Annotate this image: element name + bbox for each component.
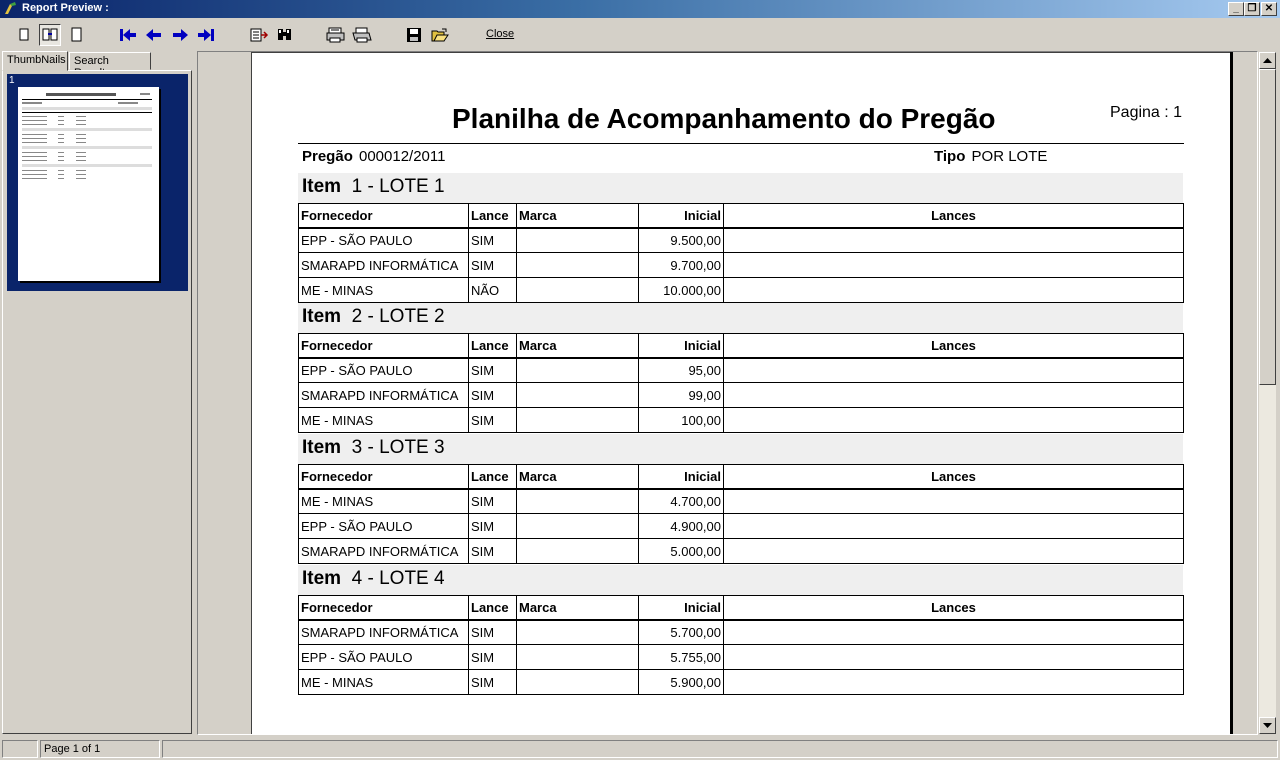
cell-lances bbox=[724, 358, 1184, 383]
table-row bbox=[299, 645, 1184, 670]
cell-fornecedor: EPP - SÃO PAULO bbox=[299, 514, 469, 539]
table-row bbox=[299, 670, 1184, 695]
column-header-inicial: Inicial bbox=[639, 465, 724, 489]
cell-fornecedor: ME - MINAS bbox=[299, 278, 469, 303]
cell-fornecedor: ME - MINAS bbox=[299, 489, 469, 514]
column-header-lance: Lance bbox=[469, 204, 517, 228]
cell-lances bbox=[724, 383, 1184, 408]
cell-lances bbox=[724, 228, 1184, 253]
cell-marca bbox=[517, 228, 639, 253]
cell-inicial: 99,00 bbox=[639, 383, 724, 408]
prev-page-icon bbox=[144, 27, 164, 43]
app-icon bbox=[3, 1, 18, 16]
report-title: Planilha de Acompanhamento do Pregão bbox=[452, 103, 996, 134]
two-page-button[interactable] bbox=[39, 24, 61, 46]
cell-marca bbox=[517, 620, 639, 645]
column-header-lance: Lance bbox=[469, 465, 517, 489]
cell-marca bbox=[517, 408, 639, 433]
item-title bbox=[302, 306, 445, 328]
cell-fornecedor: SMARAPD INFORMÁTICA bbox=[299, 539, 469, 564]
single-page-icon bbox=[19, 28, 31, 42]
find-button[interactable] bbox=[274, 24, 296, 46]
table-row bbox=[299, 383, 1184, 408]
cell-lance: SIM bbox=[469, 670, 517, 695]
cell-lance: NÃO bbox=[469, 278, 517, 303]
cell-fornecedor: SMARAPD INFORMÁTICA bbox=[299, 383, 469, 408]
cell-lances bbox=[724, 620, 1184, 645]
close-window-button[interactable]: ✕ bbox=[1261, 2, 1277, 16]
prev-page-button[interactable] bbox=[143, 24, 165, 46]
cell-lance: SIM bbox=[469, 358, 517, 383]
print-icon bbox=[352, 27, 372, 43]
title-bar[interactable] bbox=[0, 0, 1280, 18]
table-row bbox=[299, 514, 1184, 539]
cell-fornecedor: EPP - SÃO PAULO bbox=[299, 645, 469, 670]
cell-lance: SIM bbox=[469, 489, 517, 514]
cell-inicial: 5.755,00 bbox=[639, 645, 724, 670]
last-page-icon bbox=[196, 27, 216, 43]
pregao-label: Pregão bbox=[302, 148, 353, 165]
cell-lance: SIM bbox=[469, 514, 517, 539]
save-icon bbox=[406, 27, 422, 43]
scroll-down-button[interactable] bbox=[1259, 717, 1276, 734]
item-name: 2 - LOTE 2 bbox=[351, 306, 445, 327]
column-header-fornecedor: Fornecedor bbox=[299, 204, 469, 228]
item-title bbox=[302, 437, 445, 459]
item-label: Item bbox=[302, 306, 342, 327]
column-header-inicial: Inicial bbox=[639, 334, 724, 358]
cell-marca bbox=[517, 383, 639, 408]
cell-inicial: 9.700,00 bbox=[639, 253, 724, 278]
minimize-button[interactable]: _ bbox=[1228, 2, 1244, 16]
tab-thumbnails[interactable]: ThumbNails bbox=[2, 51, 68, 71]
goto-page-button[interactable] bbox=[248, 24, 270, 46]
page-number-label bbox=[1110, 104, 1182, 122]
full-page-icon bbox=[71, 27, 83, 43]
column-header-fornecedor: Fornecedor bbox=[299, 465, 469, 489]
window-title: Report Preview : bbox=[22, 2, 109, 14]
table-row bbox=[299, 253, 1184, 278]
full-page-button[interactable] bbox=[66, 24, 88, 46]
cell-fornecedor: EPP - SÃO PAULO bbox=[299, 358, 469, 383]
cell-lance: SIM bbox=[469, 408, 517, 433]
goto-page-icon bbox=[249, 27, 269, 43]
vertical-scrollbar[interactable] bbox=[1259, 52, 1276, 734]
pregao-value: 000012/2011 bbox=[358, 148, 446, 165]
report-page bbox=[251, 52, 1230, 735]
item-label: Item bbox=[302, 568, 342, 589]
item-label: Item bbox=[302, 176, 342, 197]
cell-inicial: 9.500,00 bbox=[639, 228, 724, 253]
print-setup-icon bbox=[326, 27, 346, 43]
cell-inicial: 5.900,00 bbox=[639, 670, 724, 695]
cell-lance: SIM bbox=[469, 383, 517, 408]
first-page-icon bbox=[118, 27, 138, 43]
thumbnail-preview-graphic bbox=[18, 87, 159, 281]
first-page-button[interactable] bbox=[117, 24, 139, 46]
column-header-fornecedor: Fornecedor bbox=[299, 596, 469, 620]
report-preview-area[interactable] bbox=[197, 51, 1258, 735]
cell-fornecedor: ME - MINAS bbox=[299, 670, 469, 695]
cell-lances bbox=[724, 489, 1184, 514]
column-header-lances: Lances bbox=[724, 596, 1184, 620]
cell-lance: SIM bbox=[469, 228, 517, 253]
thumbnail-list[interactable] bbox=[7, 74, 188, 291]
table-row bbox=[299, 228, 1184, 253]
cell-inicial: 10.000,00 bbox=[639, 278, 724, 303]
table-header-row bbox=[299, 465, 1184, 489]
status-bar bbox=[0, 738, 1280, 760]
column-header-inicial: Inicial bbox=[639, 596, 724, 620]
item-table bbox=[298, 203, 1184, 303]
cell-lances bbox=[724, 278, 1184, 303]
column-header-inicial: Inicial bbox=[639, 204, 724, 228]
tipo-label: Tipo bbox=[934, 148, 966, 165]
column-header-lance: Lance bbox=[469, 334, 517, 358]
column-header-marca: Marca bbox=[517, 465, 639, 489]
cell-fornecedor: ME - MINAS bbox=[299, 408, 469, 433]
find-icon bbox=[276, 27, 294, 43]
column-header-marca: Marca bbox=[517, 596, 639, 620]
cell-inicial: 95,00 bbox=[639, 358, 724, 383]
thumbnail-page[interactable] bbox=[18, 87, 159, 281]
cell-lance: SIM bbox=[469, 539, 517, 564]
cell-marca bbox=[517, 489, 639, 514]
item-name: 1 - LOTE 1 bbox=[351, 176, 445, 197]
open-icon bbox=[431, 27, 449, 43]
table-row bbox=[299, 278, 1184, 303]
status-panel-empty bbox=[2, 740, 38, 758]
toolbar bbox=[0, 19, 1280, 50]
cell-marca bbox=[517, 539, 639, 564]
column-header-fornecedor: Fornecedor bbox=[299, 334, 469, 358]
tipo-field bbox=[934, 148, 1047, 165]
cell-lances bbox=[724, 539, 1184, 564]
cell-marca bbox=[517, 514, 639, 539]
column-header-lances: Lances bbox=[724, 334, 1184, 358]
cell-inicial: 5.700,00 bbox=[639, 620, 724, 645]
item-label: Item bbox=[302, 437, 342, 458]
cell-fornecedor: EPP - SÃO PAULO bbox=[299, 228, 469, 253]
pagina-label: Pagina : bbox=[1110, 104, 1169, 121]
save-button[interactable] bbox=[403, 24, 425, 46]
scroll-down-icon bbox=[1263, 723, 1272, 729]
table-header-row bbox=[299, 596, 1184, 620]
item-header bbox=[298, 303, 1183, 333]
item-title bbox=[302, 568, 445, 590]
cell-lances bbox=[724, 253, 1184, 278]
cell-marca bbox=[517, 670, 639, 695]
table-row bbox=[299, 408, 1184, 433]
thumbnail-page-number: 1 bbox=[9, 75, 15, 86]
cell-inicial: 5.000,00 bbox=[639, 539, 724, 564]
item-header bbox=[298, 565, 1183, 595]
cell-lances bbox=[724, 514, 1184, 539]
close-button[interactable]: Close bbox=[486, 28, 515, 40]
last-page-button[interactable] bbox=[195, 24, 217, 46]
cell-lances bbox=[724, 408, 1184, 433]
tab-search-results[interactable]: Search bbox=[69, 52, 151, 70]
cell-marca bbox=[517, 278, 639, 303]
item-table bbox=[298, 595, 1184, 695]
cell-marca bbox=[517, 253, 639, 278]
table-row bbox=[299, 539, 1184, 564]
table-row bbox=[299, 358, 1184, 383]
table-header-row bbox=[299, 204, 1184, 228]
column-header-lances: Lances bbox=[724, 465, 1184, 489]
item-title bbox=[302, 176, 445, 198]
cell-marca bbox=[517, 358, 639, 383]
item-header bbox=[298, 434, 1183, 464]
pregao-field bbox=[302, 148, 445, 165]
item-name: 4 - LOTE 4 bbox=[351, 568, 445, 589]
cell-lance: SIM bbox=[469, 645, 517, 670]
cell-lances bbox=[724, 645, 1184, 670]
cell-inicial: 100,00 bbox=[639, 408, 724, 433]
next-page-icon bbox=[170, 27, 190, 43]
scroll-thumb[interactable] bbox=[1259, 69, 1276, 385]
cell-fornecedor: SMARAPD INFORMÁTICA bbox=[299, 620, 469, 645]
table-header-row bbox=[299, 334, 1184, 358]
column-header-lance: Lance bbox=[469, 596, 517, 620]
cell-marca bbox=[517, 645, 639, 670]
single-page-button[interactable] bbox=[14, 24, 36, 46]
column-header-marca: Marca bbox=[517, 204, 639, 228]
cell-lances bbox=[724, 670, 1184, 695]
cell-inicial: 4.700,00 bbox=[639, 489, 724, 514]
next-page-button[interactable] bbox=[169, 24, 191, 46]
thumbnail-panel bbox=[2, 70, 192, 734]
title-divider bbox=[298, 143, 1184, 144]
cell-fornecedor: SMARAPD INFORMÁTICA bbox=[299, 253, 469, 278]
open-button[interactable] bbox=[429, 24, 451, 46]
table-row bbox=[299, 489, 1184, 514]
print-button[interactable] bbox=[351, 24, 373, 46]
scroll-up-icon bbox=[1263, 58, 1272, 64]
cell-lance: SIM bbox=[469, 253, 517, 278]
cell-inicial: 4.900,00 bbox=[639, 514, 724, 539]
item-name: 3 - LOTE 3 bbox=[351, 437, 445, 458]
item-header bbox=[298, 173, 1183, 203]
column-header-marca: Marca bbox=[517, 334, 639, 358]
scroll-up-button[interactable] bbox=[1259, 52, 1276, 69]
item-table bbox=[298, 333, 1184, 433]
tipo-value: POR LOTE bbox=[971, 148, 1048, 165]
pagina-value: 1 bbox=[1173, 104, 1183, 121]
table-row bbox=[299, 620, 1184, 645]
restore-button[interactable]: ❐ bbox=[1244, 2, 1260, 16]
item-table bbox=[298, 464, 1184, 564]
status-page-info: Page 1 of 1 bbox=[40, 740, 160, 758]
column-header-lances: Lances bbox=[724, 204, 1184, 228]
cell-lance: SIM bbox=[469, 620, 517, 645]
print-setup-button[interactable] bbox=[325, 24, 347, 46]
two-page-icon bbox=[42, 28, 58, 42]
status-panel-message bbox=[162, 740, 1278, 758]
